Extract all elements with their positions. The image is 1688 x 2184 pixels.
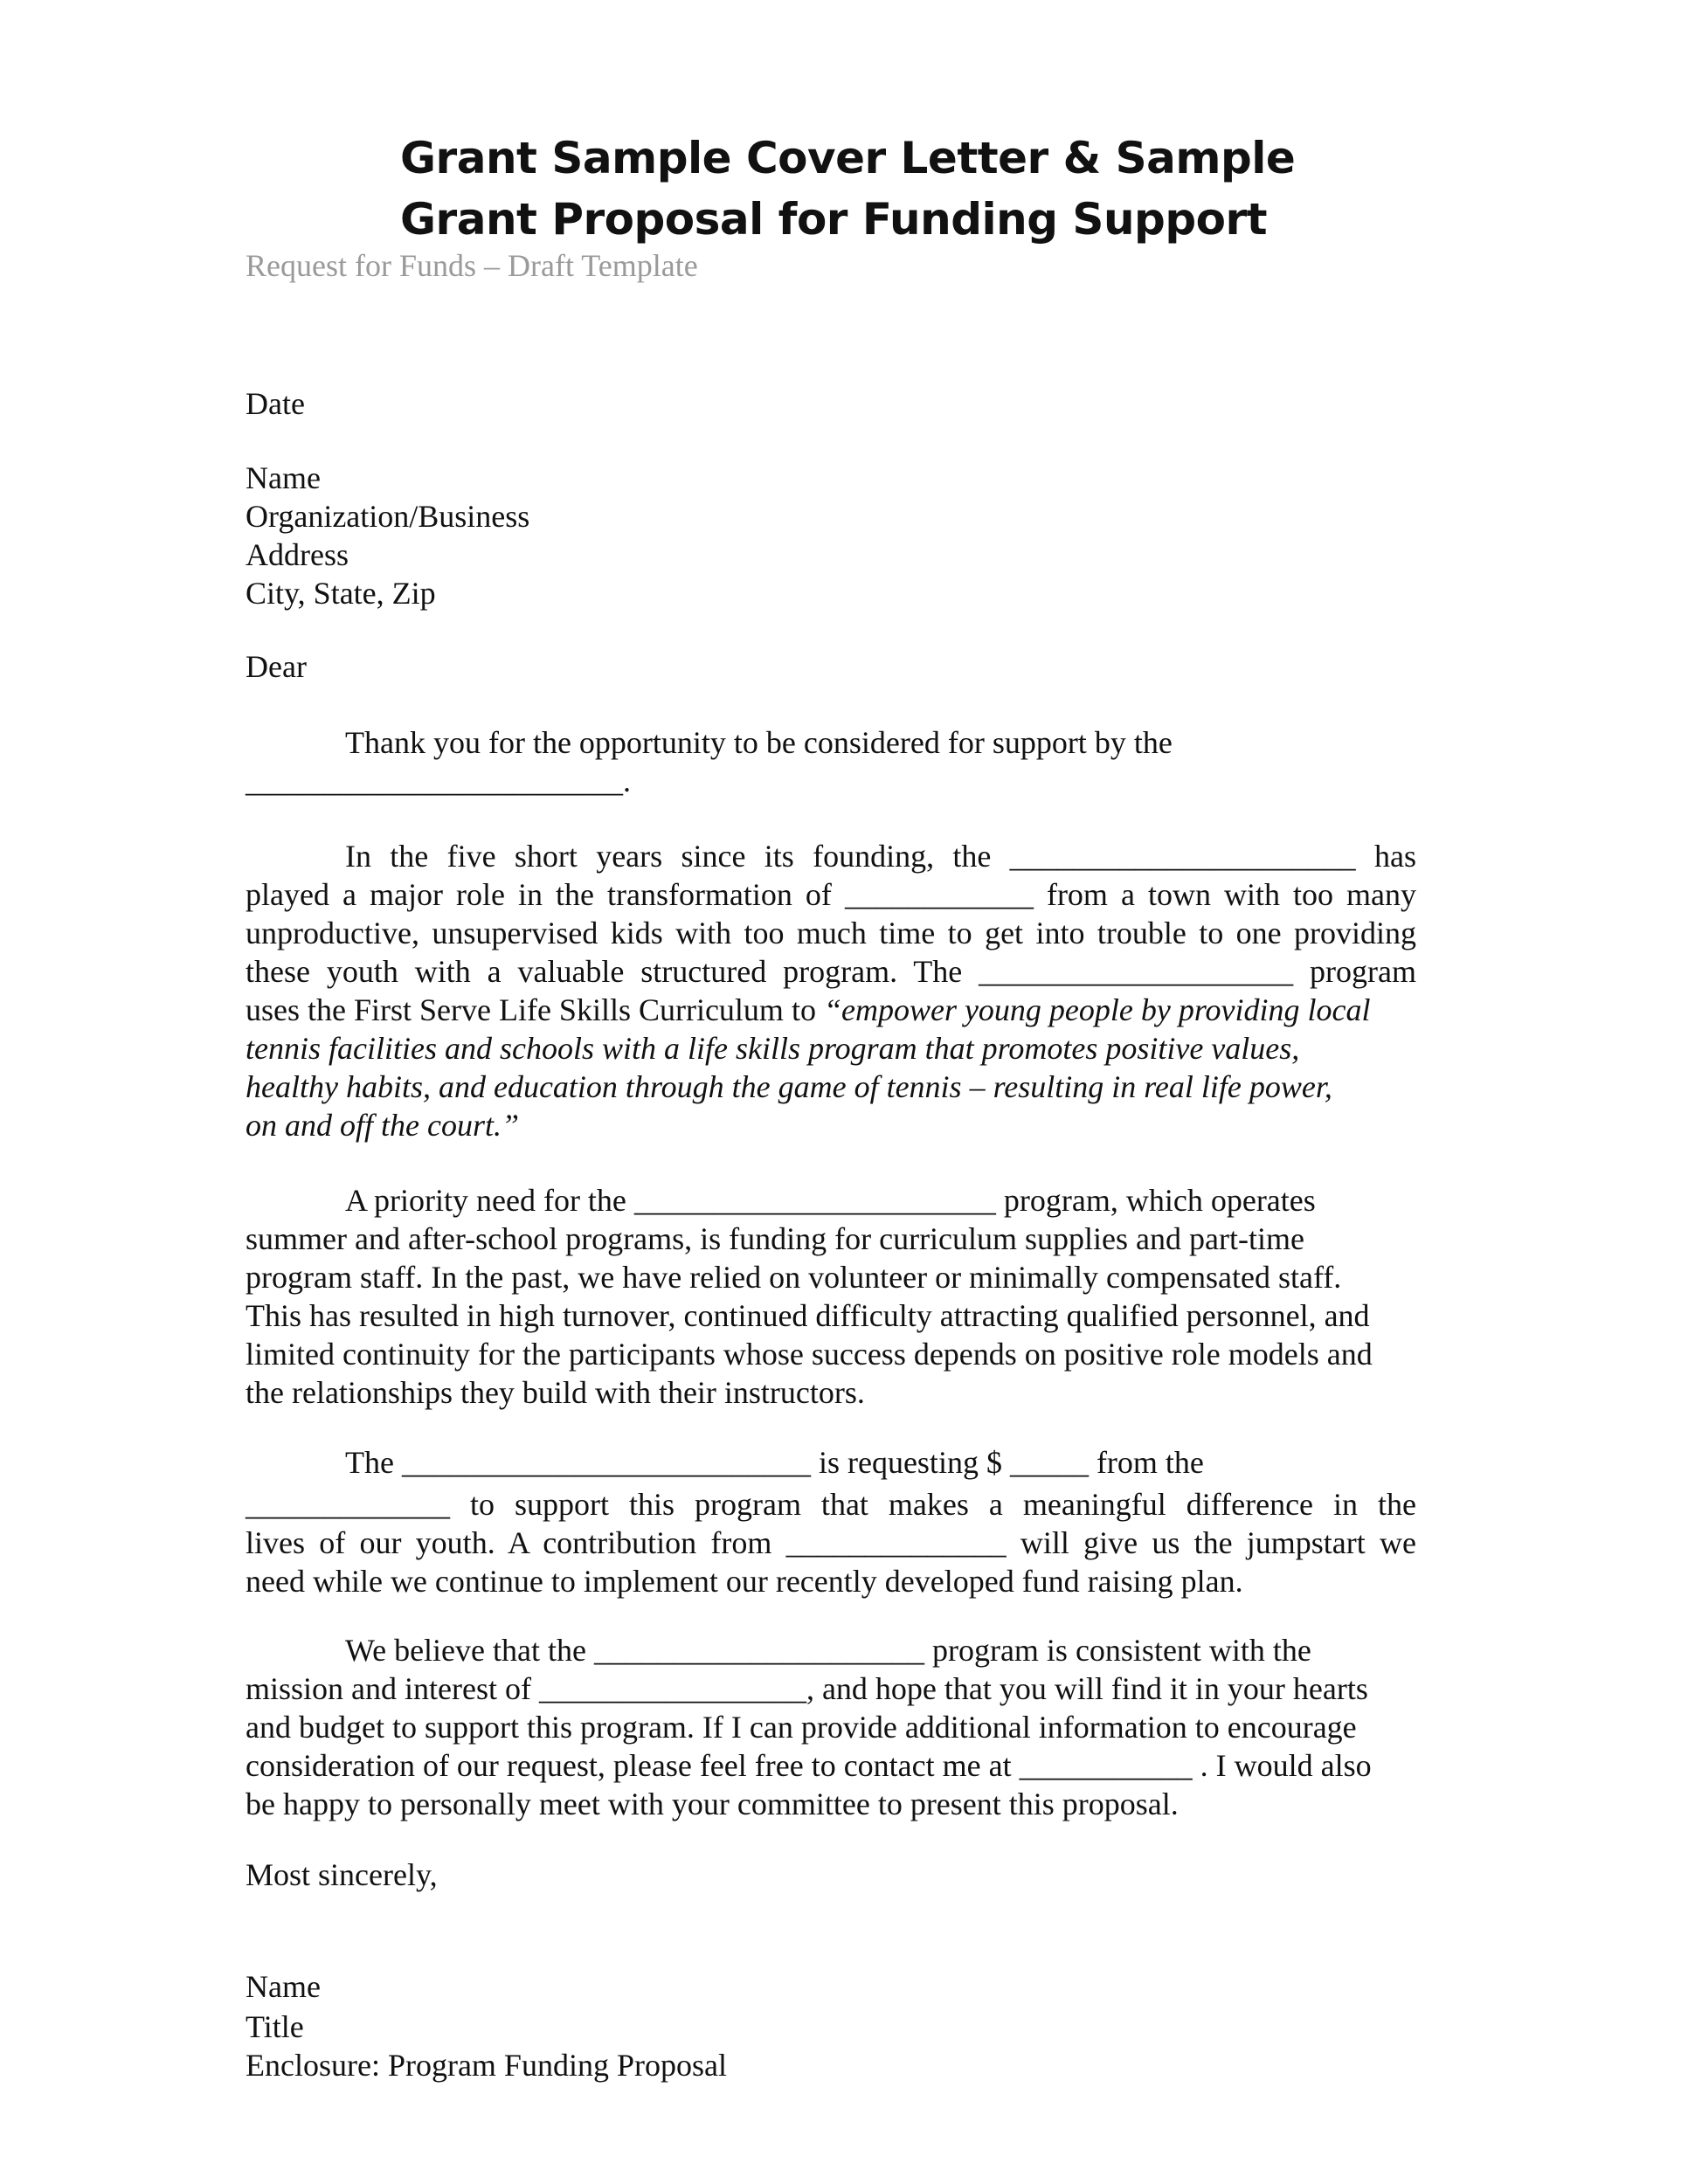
- p4-line-2: _____________ to support this program that makes a meaningful difference in the: [246, 1487, 1416, 1522]
- p2-line-6: tennis facilities and schools with a life skills program that promotes positive values,: [246, 1031, 1300, 1066]
- p3-line-5: limited continuity for the participants whose success depends on positive role models and: [246, 1337, 1373, 1372]
- title-line-2: Grant Proposal for Funding Support: [400, 194, 1268, 245]
- p4-line-4: need while we continue to implement our recently developed fund raising plan.: [246, 1564, 1243, 1599]
- p2-quote-start: “empower young people by providing local: [823, 992, 1371, 1027]
- date-line: Date: [246, 386, 305, 421]
- p2-line-5: [246, 991, 1371, 1029]
- p4-line-1: The __________________________ is requesting $ _____ from the: [345, 1445, 1204, 1480]
- enclosure-line: Enclosure: Program Funding Proposal: [246, 2048, 727, 2083]
- p5-line-1: We believe that the _____________________ program is consistent with the: [345, 1633, 1311, 1668]
- p1-line-2: ________________________.: [246, 764, 631, 798]
- salutation: Dear: [246, 649, 307, 684]
- recipient-address: Address: [246, 537, 349, 572]
- p2-line-8: on and off the court.”: [246, 1108, 519, 1143]
- p2-line-5-text: uses the First Serve Life Skills Curriculum to: [246, 992, 824, 1027]
- signature-title: Title: [246, 2009, 304, 2044]
- p3-line-2: summer and after-school programs, is funding for curriculum supplies and part-time: [246, 1221, 1304, 1256]
- p2-line-7: healthy habits, and education through the game of tennis – resulting in real life power,: [246, 1069, 1332, 1104]
- recipient-city: City, State, Zip: [246, 576, 436, 611]
- p3-line-1: A priority need for the _______________________ program, which operates: [345, 1183, 1316, 1218]
- p4-line-3: lives of our youth. A contribution from ______________ will give us the jumpstart we: [246, 1525, 1416, 1560]
- p3-line-3: program staff. In the past, we have relied on volunteer or minimally compensated staff.: [246, 1260, 1342, 1295]
- p2-line-4: these youth with a valuable structured program. The ____________________ program: [246, 954, 1416, 989]
- closing: Most sincerely,: [246, 1857, 438, 1892]
- p3-line-4: This has resulted in high turnover, continued difficulty attracting qualified personnel, and: [246, 1298, 1370, 1333]
- recipient-name: Name: [246, 460, 321, 495]
- p2-line-1: In the five short years since its founding, the ______________________ has: [345, 839, 1416, 874]
- p2-line-2: played a major role in the transformation of ____________ from a town with too many: [246, 877, 1416, 912]
- p5-line-5: be happy to personally meet with your committee to present this proposal.: [246, 1787, 1179, 1821]
- p5-line-3: and budget to support this program. If I can provide additional information to encourage: [246, 1710, 1357, 1745]
- p5-line-2: mission and interest of _________________, and hope that you will find it in your hearts: [246, 1671, 1368, 1706]
- document-title: [400, 128, 1536, 250]
- p3-line-6: the relationships they build with their instructors.: [246, 1375, 865, 1410]
- document-subtitle: Request for Funds – Draft Template: [246, 248, 698, 283]
- p2-line-3: unproductive, unsupervised kids with too much time to get into trouble to one providing: [246, 916, 1416, 950]
- recipient-organization: Organization/Business: [246, 499, 530, 534]
- title-line-1: Grant Sample Cover Letter & Sample: [400, 133, 1296, 183]
- p1-line-1: Thank you for the opportunity to be considered for support by the: [345, 725, 1173, 760]
- p5-line-4: consideration of our request, please feel free to contact me at ___________ . I would also: [246, 1748, 1372, 1783]
- signature-name: Name: [246, 1969, 321, 2004]
